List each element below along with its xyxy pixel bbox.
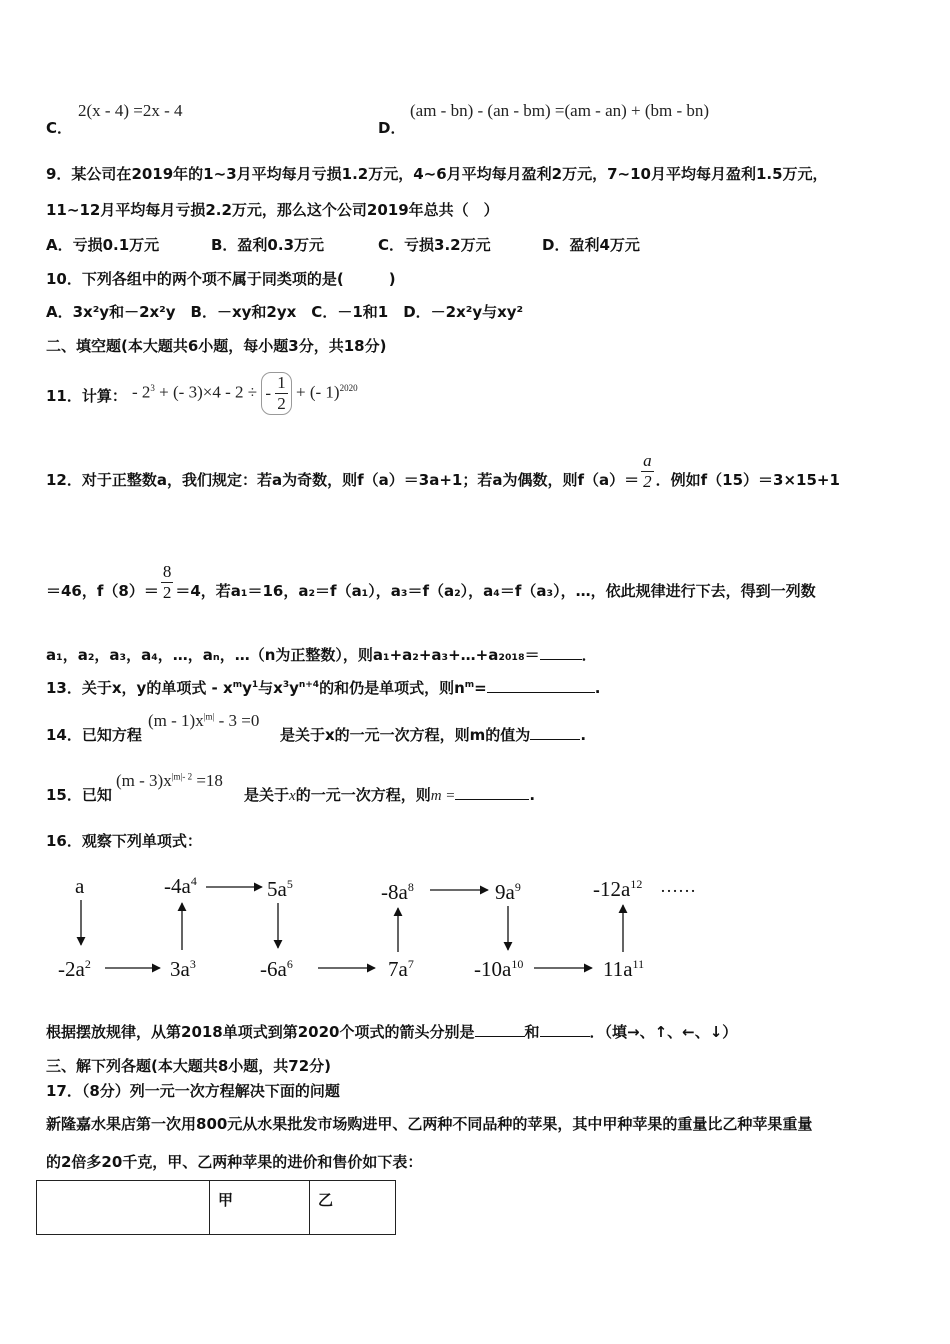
question-15-text: 是关于x的一元一次方程，则m = .	[244, 786, 536, 804]
term-5: $5a^5$	[267, 877, 293, 901]
a-over-2-fraction: $\frac{a}{2}$	[643, 451, 652, 491]
question-10-options: A．3x²y和－2x²y B．－xy和2yx C．－1和1 D．－2x²y与xy²	[46, 303, 524, 321]
option-d-label: D．	[378, 119, 406, 137]
table-header-yi: 乙	[310, 1181, 396, 1235]
question-9-line-2: 11∼12月平均每月亏损2.2万元，那么这个公司2019年总共（ ）	[46, 201, 499, 219]
term-4: $-4a^4$	[164, 874, 197, 898]
question-12-line-2: ＝46，f（8）＝ $\frac{8}{2}$ ＝4，若a₁＝16，a₂＝f（a₁），a₃＝f（a₂），a₄＝f（a₃），…，依此规律进行下去，得到一列数	[46, 562, 816, 602]
term-2: $-2a^2$	[58, 957, 91, 981]
table-row	[37, 1181, 396, 1235]
term-3: $3a^3$	[170, 957, 196, 981]
question-15-label: 15．已知	[46, 786, 112, 804]
term-7: $7a^7$	[388, 957, 414, 981]
question-16-prompt: 根据摆放规律，从第2018单项式到第2020个项式的箭头分别是 和 ．（填→、↑、←、↓）	[46, 1023, 738, 1041]
price-table	[36, 1180, 396, 1235]
term-12: $-12a^{12}$	[593, 877, 643, 901]
question-14-text: 是关于x的一元一次方程，则m的值为 .	[280, 726, 587, 744]
question-17-line-1: 新隆嘉水果店第一次用800元从水果批发市场购进甲、乙两种不同品种的苹果，其中甲种苹果的重量比乙种苹果重量	[46, 1115, 813, 1133]
question-17-title: 17．（8分）列一元一次方程解决下面的问题	[46, 1082, 340, 1100]
question-13: 13．关于x，y的单项式 - $x^my^1$与$x^3y^{n+4}$的和仍是单项式，则$n^m=$ .	[46, 679, 601, 697]
table-cell-empty	[37, 1181, 210, 1235]
question-14-label: 14．已知方程	[46, 726, 142, 744]
question-9-option-a: A．亏损0.1万元	[46, 236, 160, 254]
option-c-label: C．	[46, 119, 73, 137]
question-9-option-b: B．盈利0.3万元	[211, 236, 325, 254]
question-11-label: 11．计算：	[46, 387, 127, 405]
question-16-label: 16．观察下列单项式：	[46, 832, 202, 850]
question-12-line-3: a₁，a₂，a₃，a₄，…，aₙ，…（n为正整数），则a₁+a₂+a₃+…+a₂₀₁₈＝ ．	[46, 646, 597, 664]
term-10: $-10a^{10}$	[474, 957, 524, 981]
question-9-line-1: 9．某公司在2019年的1∼3月平均每月亏损1.2万元，4∼6月平均每月盈利2万元，7∼10月平均每月盈利1.5万元，	[46, 165, 828, 183]
half-fraction: $\frac{1}{2}$	[277, 373, 286, 413]
section-3-heading: 三、解下列各题(本大题共8小题，共72分)	[46, 1057, 332, 1075]
option-c-expression: 2(x - 4) =2x - 4	[78, 101, 183, 120]
question-17-line-2: 的2倍多20千克，甲、乙两种苹果的进价和售价如下表：	[46, 1153, 423, 1171]
term-9: $9a^9$	[495, 880, 521, 904]
term-6: $-6a^6$	[260, 957, 293, 981]
term-8: $-8a^8$	[381, 880, 414, 904]
question-10-stem: 10．下列各组中的两个项不属于同类项的是( )	[46, 270, 396, 288]
ellipsis: ……	[660, 876, 696, 896]
option-d-expression: (am - bn) - (an - bm) =(am - an) + (bm - bn)	[410, 101, 710, 120]
question-11-expression: - $2^3$ + (- 3)×4 - 2 ÷ - $\frac{1}{2}$ + (- 1)$^{2020}$	[132, 373, 358, 413]
answer-blank-2[interactable]	[540, 1022, 590, 1037]
section-2-heading: 二、填空题(本大题共6小题，每小题3分，共18分)	[46, 337, 387, 355]
question-14-equation: $(m - 1)x^{|m|} - 3 =0$	[148, 711, 260, 730]
eight-over-2-fraction: $\frac{8}{2}$	[162, 562, 172, 602]
term-11: $11a^{11}$	[603, 957, 645, 981]
table-header-jia: 甲	[210, 1181, 310, 1235]
question-12-line-1: 12．对于正整数a，我们规定：若a为奇数，则f（a）＝3a+1；若a为偶数，则f（a）＝ $\frac{a}{2}$ ．例如f（15）＝3×15+1	[46, 451, 840, 491]
question-9-option-c: C．亏损3.2万元	[378, 236, 491, 254]
answer-blank-1[interactable]	[475, 1022, 525, 1037]
question-9-option-d: D．盈利4万元	[542, 236, 640, 254]
question-15-equation: $(m - 3)x^{|m|- 2} =18$	[116, 771, 223, 790]
term-1: a	[75, 874, 85, 898]
